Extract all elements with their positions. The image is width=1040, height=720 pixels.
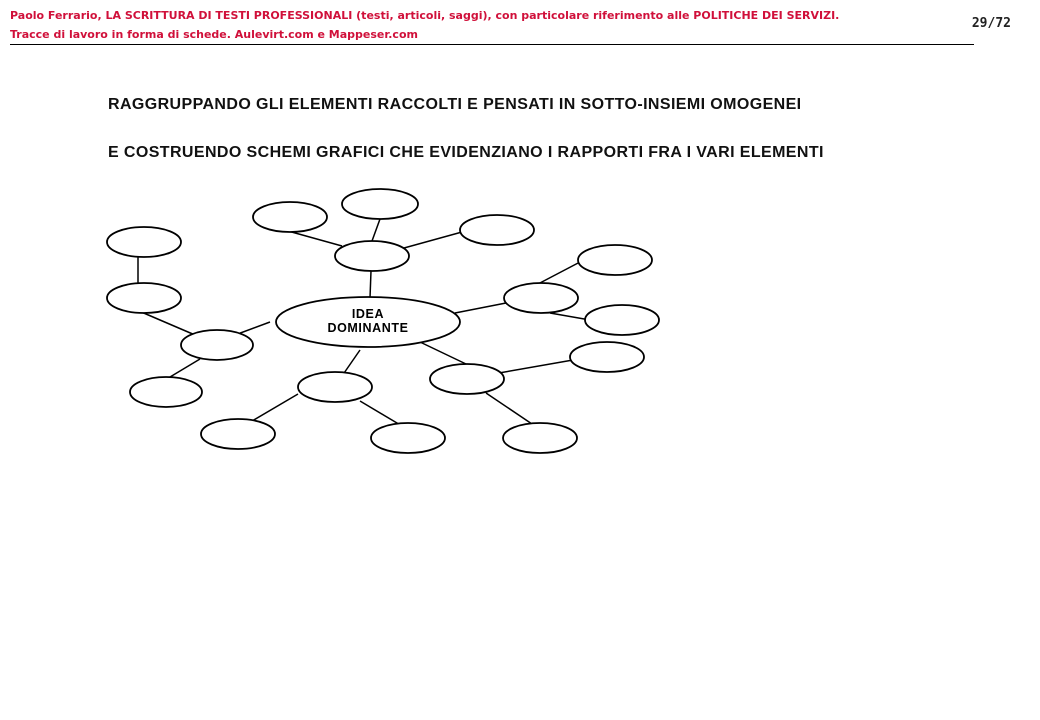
node: [253, 202, 327, 232]
connector: [404, 232, 462, 248]
connector: [370, 271, 371, 298]
node-bottom-right-hub: [430, 364, 504, 394]
connector: [499, 360, 573, 373]
slide-paragraph-2: E COSTRUENDO SCHEMI GRAFICI CHE EVIDENZIANO I RAPPORTI FRA I VARI ELEMENTI: [108, 144, 824, 161]
node: [342, 189, 418, 219]
node: [107, 283, 181, 313]
header-subtitle: Tracce di lavoro in forma di schede. Aulevirt.com e Mappeser.com: [10, 28, 418, 41]
node-top-hub: [335, 241, 409, 271]
node: [130, 377, 202, 407]
node-left-hub: [181, 330, 253, 360]
node: [107, 227, 181, 257]
node-bottom-hub: [298, 372, 372, 402]
slide-paragraph-1: RAGGRUPPANDO GLI ELEMENTI RACCOLTI E PENSATI IN SOTTO-INSIEMI OMOGENEI: [108, 96, 802, 113]
page-number: 29/72: [971, 16, 1011, 31]
node: [503, 423, 577, 453]
node: [585, 305, 659, 335]
connector: [538, 262, 580, 284]
central-label-line2: DOMINANTE: [327, 321, 409, 335]
connector: [288, 231, 342, 246]
connector: [550, 313, 590, 320]
connector: [360, 401, 402, 426]
node: [201, 419, 275, 449]
node: [371, 423, 445, 453]
node: [570, 342, 644, 372]
connector: [139, 311, 195, 335]
central-label-line1: IDEA: [351, 307, 385, 321]
connector: [455, 303, 506, 313]
connector: [372, 219, 380, 241]
node: [578, 245, 652, 275]
node: [460, 215, 534, 245]
node-right-hub: [504, 283, 578, 313]
connector: [486, 393, 532, 424]
connector: [252, 394, 298, 421]
connector: [420, 342, 466, 364]
header-title: Paolo Ferrario, LA SCRITTURA DI TESTI PROFESSIONALI (testi, articoli, saggi), con particolare riferimento alle POLITICHE DEI SERVIZI.: [10, 9, 840, 22]
